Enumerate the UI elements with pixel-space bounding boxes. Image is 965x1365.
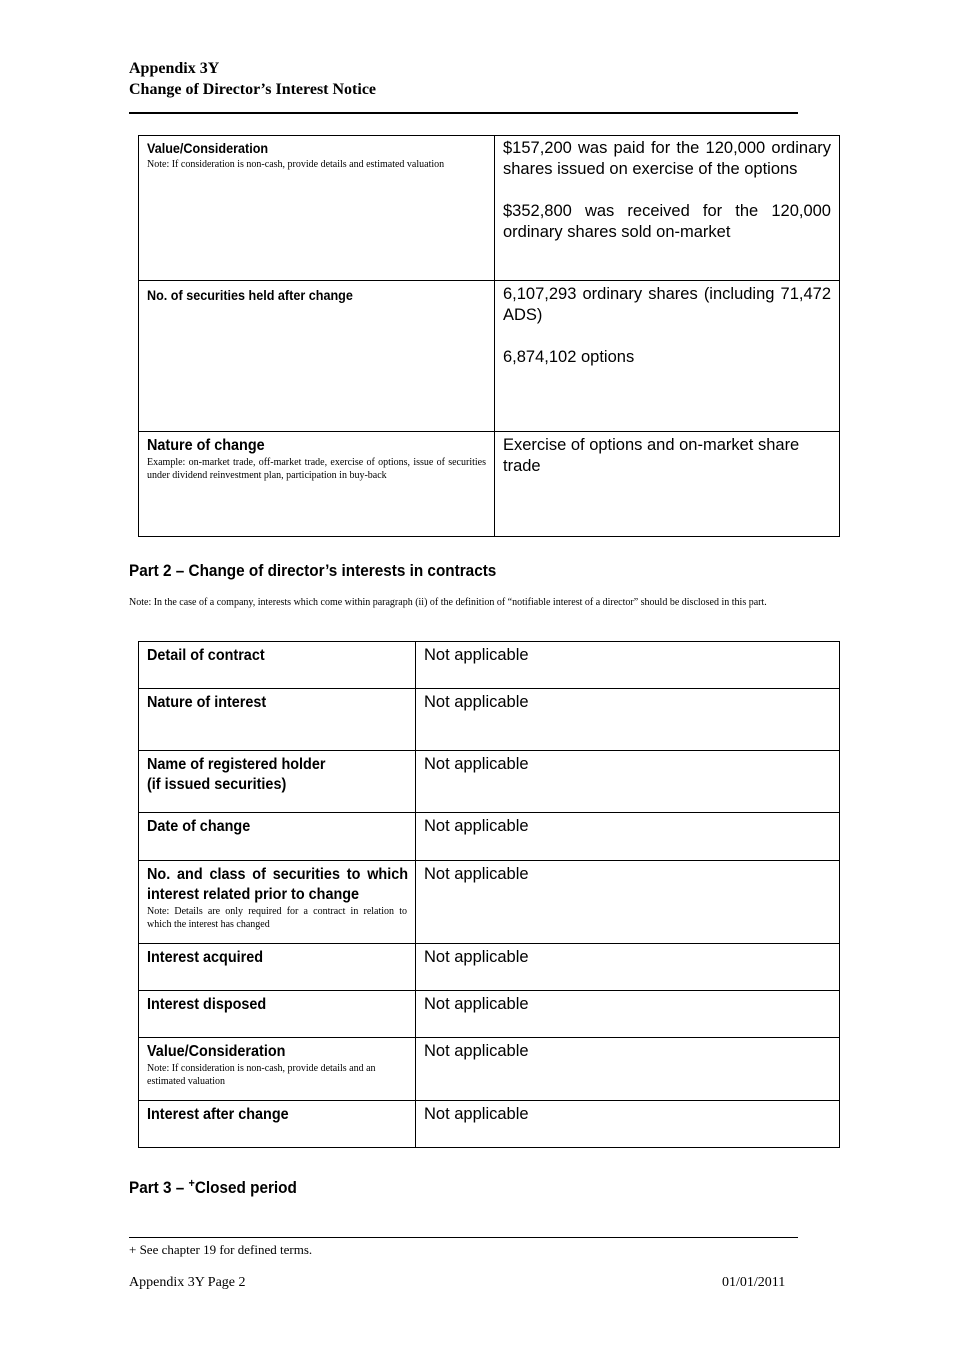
row-label: Nature of interest xyxy=(147,694,267,711)
label-cell xyxy=(139,1038,416,1101)
part3-heading-text: Closed period xyxy=(194,1178,297,1197)
row-value: 6,874,102 options xyxy=(503,348,635,366)
row-value: $157,200 was paid for the 120,000 ordinary shares issued on exercise of the options xyxy=(503,139,831,178)
table-row xyxy=(139,813,840,861)
row-value: Not applicable xyxy=(424,646,529,664)
row-note: Example: on-market trade, off-market trade, exercise of options, issue of securities under dividend reinvestment plan, participation in buy-back xyxy=(147,457,486,481)
row-value: Not applicable xyxy=(424,865,529,883)
table-row xyxy=(139,642,840,689)
footer-note: + See chapter 19 for defined terms. xyxy=(129,1242,313,1257)
value-cell xyxy=(416,1038,840,1101)
row-note: Note: Details are only required for a contract in relation to which the interest has changed xyxy=(147,906,407,930)
row-value: Not applicable xyxy=(424,1042,529,1060)
value-cell xyxy=(416,861,840,944)
label-cell xyxy=(139,432,495,537)
row-value: Not applicable xyxy=(424,995,529,1013)
table-row xyxy=(139,281,840,432)
table-row xyxy=(139,1101,840,1148)
part2-note: Note: In the case of a company, interests which come within paragraph (ii) of the definition of “notifiable interest of a director” should be disclosed in this part. xyxy=(129,597,767,608)
row-label: Date of change xyxy=(147,818,251,835)
row-value: Not applicable xyxy=(424,755,529,773)
row-value: Exercise of options and on-market share trade xyxy=(503,436,800,475)
value-cell xyxy=(495,281,840,432)
part3-heading xyxy=(129,1176,297,1198)
table-row xyxy=(139,944,840,991)
table-row xyxy=(139,136,840,281)
row-label: Value/Consideration xyxy=(147,140,269,156)
page-label: Appendix 3Y Page 2 xyxy=(129,1275,246,1290)
value-cell xyxy=(495,432,840,537)
table-row xyxy=(139,861,840,944)
value-cell xyxy=(416,642,840,689)
row-label: Nature of change xyxy=(147,437,265,454)
row-value: $352,800 was received for the 120,000 ordinary shares sold on-market xyxy=(503,202,831,241)
header-divider xyxy=(129,112,798,114)
label-cell xyxy=(139,991,416,1038)
label-cell xyxy=(139,751,416,813)
row-label: No. and class of securities to which interest related prior to change xyxy=(147,866,408,903)
table-row xyxy=(139,689,840,751)
label-cell xyxy=(139,689,416,751)
row-label: Interest disposed xyxy=(147,996,267,1013)
value-cell xyxy=(416,1101,840,1148)
part3-heading-prefix: Part 3 – xyxy=(129,1178,189,1197)
value-cell xyxy=(495,136,840,281)
document-title: Appendix 3Y xyxy=(129,60,220,77)
footer-divider xyxy=(129,1237,798,1238)
part2-heading: Part 2 – Change of director’s interests in contracts xyxy=(129,561,497,580)
label-cell xyxy=(139,642,416,689)
footer-date: 01/01/2011 xyxy=(722,1275,786,1290)
label-cell xyxy=(139,813,416,861)
table-row xyxy=(139,991,840,1038)
value-cell xyxy=(416,944,840,991)
value-cell xyxy=(416,689,840,751)
label-cell xyxy=(139,944,416,991)
part1-table xyxy=(138,135,840,537)
row-note: Note: If consideration is non-cash, provide details and an estimated valuation xyxy=(147,1063,376,1087)
row-value: Not applicable xyxy=(424,1105,529,1123)
value-cell xyxy=(416,813,840,861)
row-value: Not applicable xyxy=(424,693,529,711)
row-label: No. of securities held after change xyxy=(147,287,353,303)
row-value: Not applicable xyxy=(424,948,529,966)
row-label: Interest after change xyxy=(147,1106,289,1123)
row-note: Note: If consideration is non-cash, provide details and estimated valuation xyxy=(147,159,445,170)
label-cell xyxy=(139,1101,416,1148)
part2-table xyxy=(138,641,840,1148)
document-subtitle: Change of Director’s Interest Notice xyxy=(129,81,377,98)
label-cell xyxy=(139,861,416,944)
row-label: Name of registered holder xyxy=(147,756,326,773)
table-row xyxy=(139,1038,840,1101)
row-value: Not applicable xyxy=(424,817,529,835)
row-label: Interest acquired xyxy=(147,949,264,966)
table-row xyxy=(139,432,840,537)
label-cell xyxy=(139,281,495,432)
defined-term-marker: + xyxy=(188,1176,195,1190)
row-label: Value/Consideration xyxy=(147,1043,286,1060)
row-value: 6,107,293 ordinary shares (including 71,472 ADS) xyxy=(503,285,831,324)
row-label: (if issued securities) xyxy=(147,776,287,793)
table-row xyxy=(139,751,840,813)
value-cell xyxy=(416,751,840,813)
value-cell xyxy=(416,991,840,1038)
row-label: Detail of contract xyxy=(147,647,265,664)
label-cell xyxy=(139,136,495,281)
